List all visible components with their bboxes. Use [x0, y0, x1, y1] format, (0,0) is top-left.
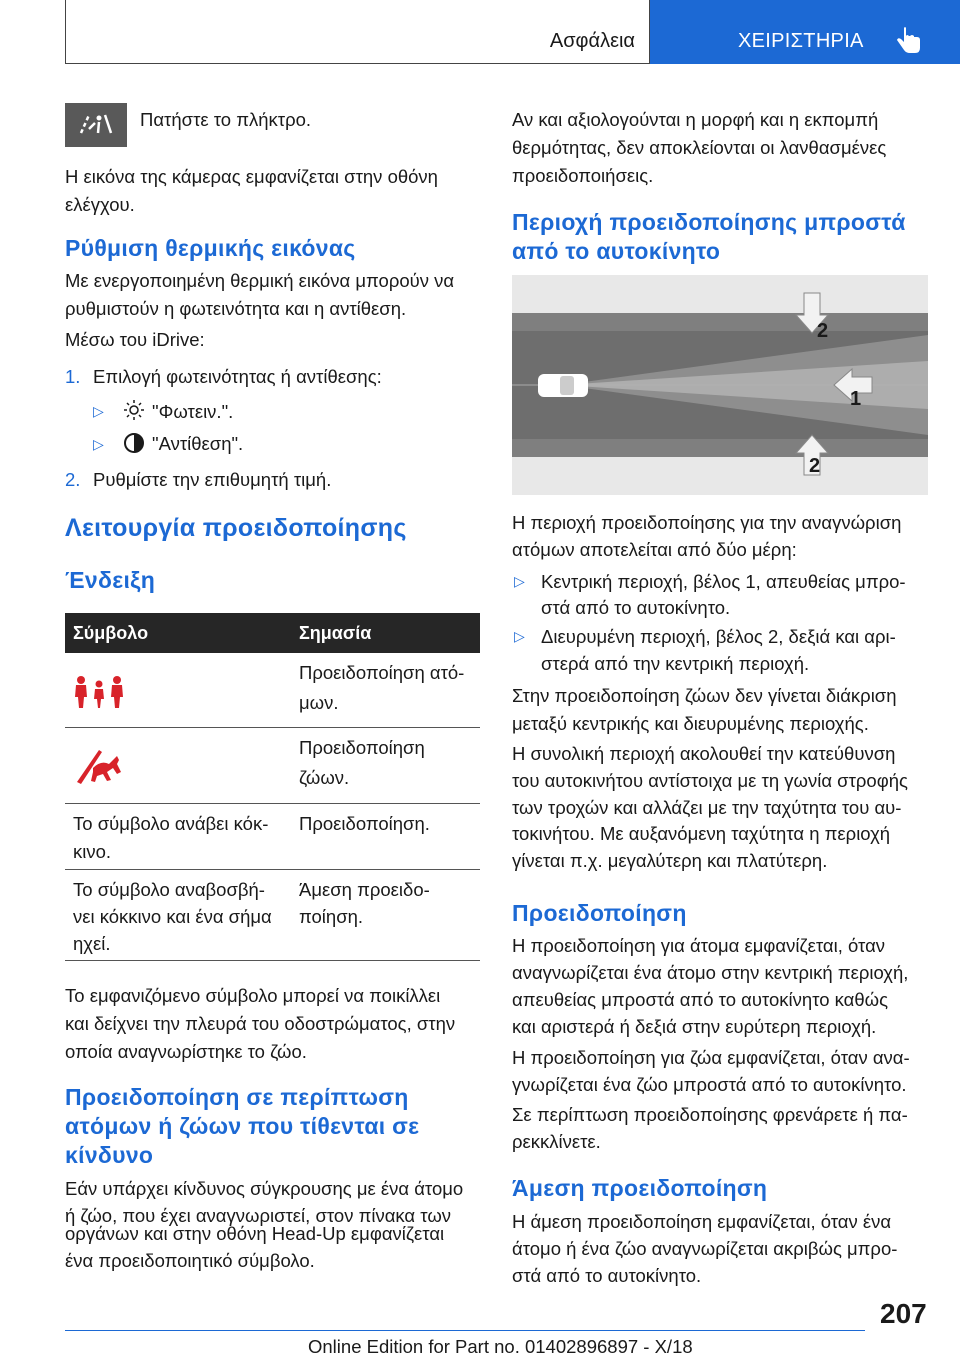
danger-text-line2: ή ζώο, που έχει αναγνωριστεί, στον πίνακα των — [65, 1205, 452, 1226]
animals-text-line1: Στην προειδοποίηση ζώων δεν γίνεται διάκριση — [512, 685, 897, 706]
table-header-meaning: Σημασία — [299, 623, 372, 643]
bullet-triangle-icon: ▷ — [93, 436, 104, 452]
table-cell-symbol: νει κόκκινο και ένα σήμα — [73, 906, 272, 927]
symbol-text-line1: Το εμφανιζόμενο σύμβολο μπορεί να ποικίλλει — [65, 985, 441, 1006]
table-cell-meaning: Προειδοποίηση ατό- — [299, 662, 465, 683]
table-header-symbol: Σύμβολο — [73, 623, 149, 643]
warn2-text-line2: γνωρίζεται ένα ζώο μπροστά από το αυτοκίνητο. — [512, 1074, 907, 1095]
brake-text-line1: Σε περίπτωση προειδοποίησης φρενάρετε ή πα- — [512, 1104, 908, 1125]
diagram-label-1: 1 — [850, 388, 862, 410]
bullet2-line1: Διευρυμένη περιοχή, βέλος 2, δεξιά και αρι- — [541, 626, 896, 647]
heading-immediate-warning: Άμεση προειδοποίηση — [512, 1175, 768, 1201]
total-text-line3: των τροχών και αλλάζει με την ταχύτητα του αυ- — [512, 797, 902, 818]
pedestrians-warning-icon — [73, 675, 125, 709]
footer-edition: Online Edition for Part no. 01402896897 - X/18 — [308, 1336, 693, 1357]
warn-text-line3: απευθείας μπροστά από το αυτοκίνητο καθώς — [512, 989, 889, 1010]
sub-contrast-text: "Αντίθεση". — [152, 433, 244, 454]
table-row — [65, 653, 480, 728]
area-text-line1: Η περιοχή προειδοποίησης για την αναγνώριση — [512, 512, 902, 533]
bullet-triangle-icon: ▷ — [514, 628, 525, 644]
thermal-text-line1: Με ενεργοποιημένη θερμική εικόνα μπορούν να — [65, 270, 455, 291]
warn-text-line1: Η προειδοποίηση για άτομα εμφανίζεται, όταν — [512, 935, 886, 956]
intro-text-line3: προειδοποιήσεις. — [512, 165, 654, 186]
camera-button-icon — [65, 103, 127, 147]
idrive-text: Μέσω του iDrive: — [65, 329, 205, 350]
symbol-text-line2: και δείχνει την πλευρά του οδοστρώματος, στην — [65, 1013, 456, 1034]
heading-indication: Ένδειξη — [65, 567, 156, 593]
table-cell-symbol: Το σύμβολο ανάβει κόκ- — [73, 813, 269, 834]
immediate-text-line3: στά από το αυτοκίνητο. — [512, 1265, 702, 1286]
table-cell-meaning: μων. — [299, 692, 339, 713]
warning-area-diagram — [512, 275, 928, 495]
table-row — [65, 728, 480, 804]
table-cell-meaning: Άμεση προειδο- — [299, 879, 430, 900]
table-cell-meaning: ποίηση. — [299, 906, 364, 927]
press-button-text: Πατήστε το πλήκτρο. — [140, 109, 312, 130]
heading-danger-line1: Προειδοποίηση σε περίπτωση — [65, 1084, 409, 1110]
diagram-label-2-top: 2 — [817, 320, 829, 342]
sub-brightness-text: "Φωτειν.". — [152, 401, 234, 422]
table-row — [65, 870, 480, 961]
heading-warning: Προειδοποίηση — [512, 900, 687, 926]
heading-front-area-line1: Περιοχή προειδοποίησης μπροστά — [512, 209, 906, 235]
bullet-triangle-icon: ▷ — [93, 403, 104, 419]
immediate-text-line1: Η άμεση προειδοποίηση εμφανίζεται, όταν ένα — [512, 1211, 892, 1232]
header-section-box — [65, 0, 650, 64]
table-cell-symbol: Το σύμβολο αναβοσβή- — [73, 879, 265, 900]
danger-text-line1: Εάν υπάρχει κίνδυνος σύγκρουσης με ένα άτομο — [65, 1178, 464, 1199]
total-text-line2: του αυτοκινήτου αντίστοιχα με τη γωνία στροφής — [512, 770, 908, 791]
animals-text-line2: μεταξύ κεντρικής και διευρυμένης περιοχής. — [512, 713, 869, 734]
bullet1-line1: Κεντρική περιοχή, βέλος 1, απευθείας μπρο- — [541, 571, 906, 592]
table-cell-meaning: ζώων. — [299, 767, 350, 788]
danger-text-line4: ένα προειδοποιητικό σύμβολο. — [65, 1250, 315, 1271]
camera-text-line2: ελέγχου. — [65, 194, 135, 215]
table-cell-meaning: Προειδοποίηση. — [299, 813, 430, 834]
table-row — [65, 804, 480, 870]
contrast-icon — [123, 432, 145, 454]
footer-divider — [65, 1330, 865, 1331]
table-cell-symbol: ηχεί. — [73, 933, 111, 954]
table-cell-meaning: Προειδοποίηση — [299, 737, 425, 758]
symbol-text-line3: οποία αναγνωρίστηκε το ζώο. — [65, 1041, 307, 1062]
table-cell-symbol: κινο. — [73, 841, 112, 862]
area-text-line2: ατόμων αποτελείται από δύο μέρη: — [512, 539, 797, 560]
symbol-table — [65, 613, 480, 961]
heading-danger-line2: ατόμων ή ζώων που τίθενται σε — [65, 1113, 420, 1139]
heading-danger-line3: κίνδυνο — [65, 1142, 154, 1168]
total-text-line4: τοκινήτου. Με αυξανόμενη ταχύτητα η περιοχή — [512, 823, 891, 844]
page-number: 207 — [880, 1298, 927, 1329]
header-chapter-title: ΧΕΙΡΙΣΤΗΡΙΑ — [738, 30, 864, 52]
warn-text-line4: και αριστερά ή δεξιά στην ευρύτερη περιοχή. — [512, 1016, 877, 1037]
total-text-line1: Η συνολική περιοχή ακολουθεί την κατεύθυνση — [512, 743, 896, 764]
brake-text-line2: ρεκκλίνετε. — [512, 1131, 601, 1152]
immediate-text-line2: άτομο ή ένα ζώο αναγνωρίζεται ακριβώς μπρο- — [512, 1238, 898, 1259]
bullet2-line2: στερά από την κεντρική περιοχή. — [541, 653, 810, 674]
diagram-label-2-bottom: 2 — [809, 455, 821, 477]
heading-front-area-line2: από το αυτοκίνητο — [512, 238, 721, 264]
animal-warning-icon — [73, 746, 129, 786]
bullet-triangle-icon: ▷ — [514, 573, 525, 589]
car-icon — [538, 374, 588, 397]
warn2-text-line1: Η προειδοποίηση για ζώα εμφανίζεται, όταν ανα- — [512, 1047, 910, 1068]
header-section-title: Ασφάλεια — [549, 30, 635, 52]
heading-thermal-image: Ρύθμιση θερμικής εικόνας — [65, 235, 356, 261]
table-header — [65, 613, 480, 653]
bullet1-line2: στά από το αυτοκίνητο. — [541, 597, 731, 618]
step2-text: Ρυθμίστε την επιθυμητή τιμή. — [93, 469, 332, 490]
heading-warning-function: Λειτουργία προειδοποίησης — [65, 514, 407, 542]
total-text-line5: γίνεται π.χ. μεγαλύτερη και πλατύτερη. — [512, 850, 828, 871]
intro-text-line2: θερμότητας, δεν αποκλείονται οι λανθασμένες — [512, 137, 887, 158]
camera-text-line1: Η εικόνα της κάμερας εμφανίζεται στην οθόνη — [65, 166, 438, 187]
step1-text: Επιλογή φωτεινότητας ή αντίθεσης: — [93, 366, 382, 387]
step2-number: 2. — [65, 469, 81, 490]
hand-pointer-icon — [896, 26, 922, 54]
warn-text-line2: αναγνωρίζεται ένα άτομο στην κεντρική περιοχή, — [512, 962, 909, 983]
step1-number: 1. — [65, 366, 81, 387]
intro-text-line1: Αν και αξιολογούνται η μορφή και η εκπομπή — [512, 109, 879, 130]
header-chapter-box[interactable] — [650, 0, 960, 64]
thermal-text-line2: ρυθμιστούν η φωτεινότητα και η αντίθεση. — [65, 298, 407, 319]
brightness-icon — [123, 399, 145, 421]
danger-text-line3: οργάνων και στην οθόνη Head-Up εμφανίζεται — [65, 1223, 445, 1244]
